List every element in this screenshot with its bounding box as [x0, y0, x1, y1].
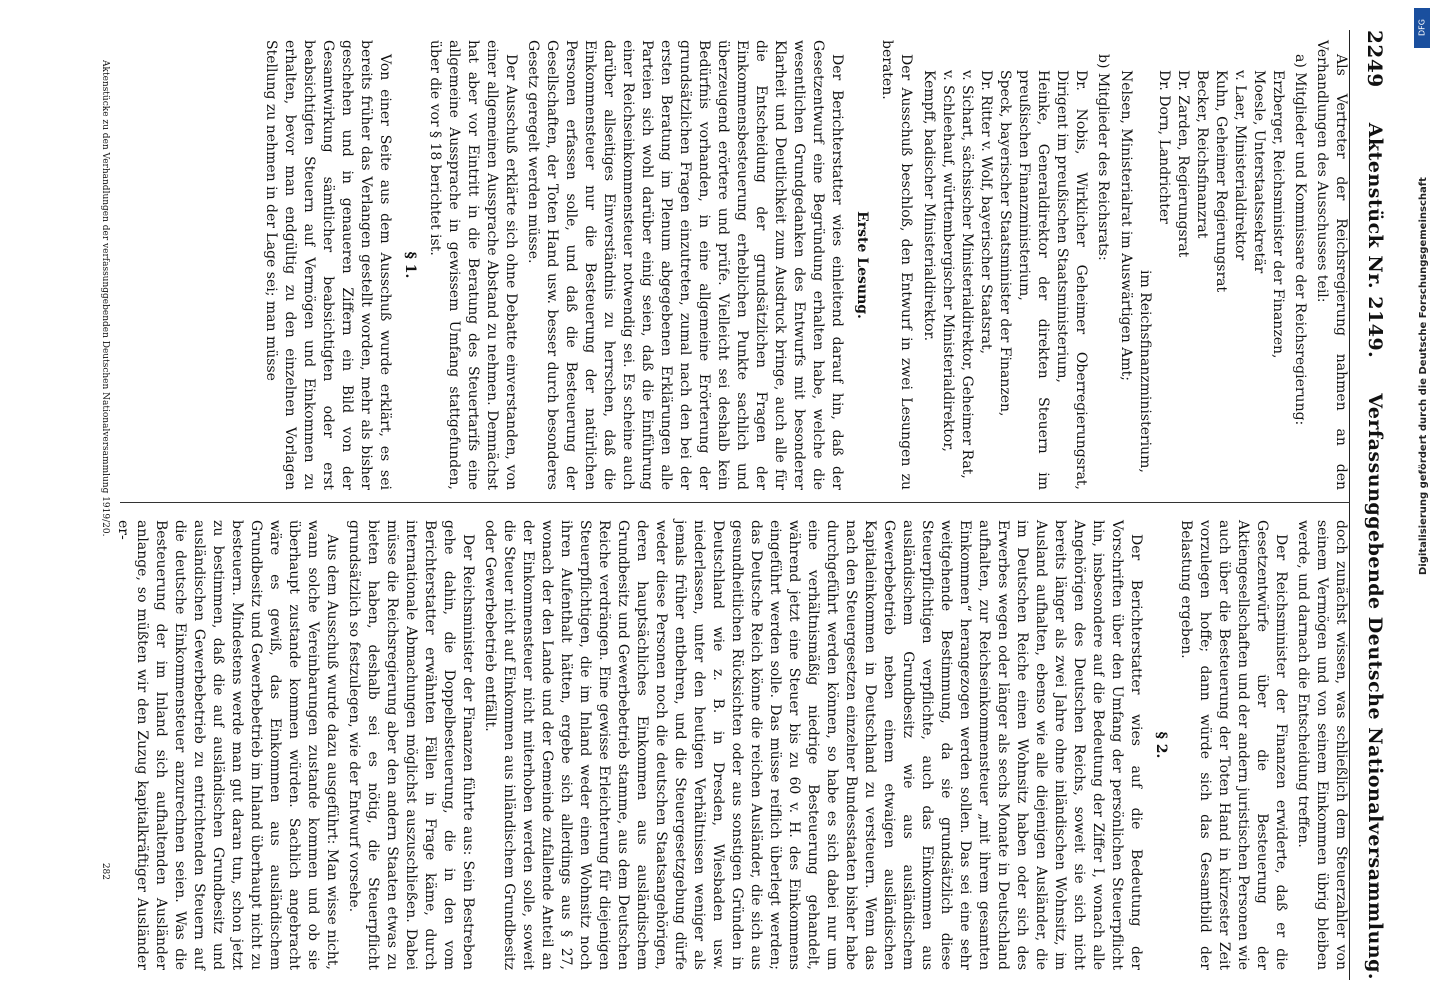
list-item: Dr. Zarden, Regierungsrat: [1175, 70, 1191, 258]
debate-text: Der Ausschuß erklärte sich ohne Debatte einverstanden, von einer allgemeinen Aussprache Abstand zu nehmen. Demnächst hat aber vor Eintritt in die Beratung des Steuertarifs eine allgemeine Aussprache in gewissem Umfang stattgefunden, über die vor § 18 berichtet ist.: [427, 40, 519, 490]
footer-source: Aktenstücke zu den Verhandlungen der verfassunggebenden Deutschen Nationalversammlung 1919/20.: [100, 60, 110, 537]
list-item: Erzberger, Reichsminister der Finanzen,: [1270, 70, 1286, 359]
paragraph: Aus dem Ausschuß wurde dazu ausgeführt: Man wisse nicht, wann solche Vereinbarungen zustande kommen und ob sie überhaupt zustande kommen würden. Sachlich angebracht wäre es gewiß, das Einkommen aus ausländischem Grundbesitz und Gewerbebetrieb im Inland überhaupt nicht zu besteuern. Mindestens werde man gut daran tun, schon jetzt zu bestimmen, daß die auf ausländischen Grundbesitz und ausländischen Gewerbebetrieb zu entrichtenden Steuern auf die deutsche Einkommensteuer anzurechnen seien. Was die Besteuerung der im Inland sich aufhaltenden Ausländer anlange, so müßten wir den Zuzug kapitalkräftiger Ausländer er-: [115, 520, 340, 970]
paragraph: doch zunächst wissen, was schließlich dem Steuerzahler von seinem Vermögen und von seinem Einkommen übrig bleiben werde, und darnach die Entscheidung treffen.: [1295, 520, 1349, 970]
list-item: v. Sichart, sächsischer Ministerialdirektor, Geheimer Rat,: [959, 70, 975, 479]
header-title: Verfassunggebende Deutsche Nationalversammlung.: [1364, 393, 1386, 980]
list-item: Nelsen, Ministerialrat im Auswärtigen Amt;: [1118, 70, 1134, 381]
section-1-title: § 1.: [402, 251, 418, 279]
page-number: 2249: [1363, 30, 1387, 88]
list-item: v. Laer, Ministerialdirektor: [1232, 70, 1248, 261]
intro-text: Als Vertreter der Reichsregierung nahmen an den Verhandlungen des Ausschusses teil:: [1314, 40, 1349, 490]
section-b-heading: b) Mitglieder des Reichsrats:: [1095, 54, 1111, 261]
list-item: Dr. Dorn, Landrichter: [1156, 70, 1172, 224]
section-2-title: § 2.: [1153, 731, 1169, 759]
left-column: [120, 40, 1350, 490]
section-b-list: [919, 70, 1090, 490]
bracket-label: im Reichsfinanzministerium,: [1137, 270, 1153, 473]
list-item: Kempff, badischer Ministerialdirektor.: [921, 70, 937, 342]
paragraph: Der Reichsminister der Finanzen erwiderte, daß er die Gesetzentwürfe über die Besteuerung der Aktiengesellschaften und der andern juristischen Personen wie auch über die Besteuerung der Toten Hand in kürzester Zeit vorzulegen hoffe; dann würde sich das Gesamtbild der Belastung ergeben.: [1178, 520, 1289, 970]
reading-title: Erste Lesung.: [854, 211, 870, 319]
paragraph: Der Reichsminister der Finanzen führte aus: Sein Bestreben gehe dahin, die Doppelbesteuerung, die in den vom Berichterstatter erwähnten Fällen in Frage käme, durch internationale Abmachungen möglichst auszuschließen. Dabei müsse die Reichsregierung aber den andern Staaten etwas zu bieten haben, deshalb sei es nötig, die Steuerpflicht grundsätzlich so festzulegen, wie der Entwurf vorsehe.: [346, 520, 476, 970]
header-document-number: Aktenstück Nr. 2149.: [1364, 122, 1386, 359]
column-divider: [120, 502, 1350, 503]
section-a-list: [1116, 70, 1287, 490]
list-item: Becker, Reichsfinanzrat: [1194, 70, 1210, 239]
right-column: [115, 520, 1350, 970]
list-item: v. Schleehauf, württembergischer Ministerialdirektor,: [940, 70, 956, 452]
footer-signature: 282: [100, 862, 110, 880]
list-item: Speck, bayerischer Staatsminister der Finanzen,: [997, 70, 1013, 417]
paragraph: Der Berichterstatter wies auf die Bedeutung der Vorschriften über den Umfang der persönlichen Steuerpflicht hin, insbesondere auf die Bedeutung der Ziffer I, wonach alle Angehörigen des Deutschen Reichs, soweit sie sich nicht bereits länger als zwei Jahre ohne inländischen Wohnsitz, im Ausland aufhalten, ebenso wie alle diejenigen Ausländer, die im Deutschen Reiche einen Wohnsitz haben oder sich des Erwerbes wegen oder länger als sechs Monate in Deutschland aufhalten, zur Reichseinkommensteuer „mit ihrem gesamten Einkommen“ herangezogen werden sollen. Das sei eine sehr weitgehende Bestimmung, da sie grundsätzlich diese Steuerpflichtigen verpflichte, auch das Einkommen aus ausländischem Grundbesitz wie aus ausländischem Gewerbebetrieb neben einem etwaigen ausländischen Kapitaleinkommen in Deutschland zu versteuern. Wenn das nach den Steuergesetzen einzelner Bundesstaaten bisher habe durchgeführt werden können, so habe es sich dabei nur um eine verhältnismäßig niedrige Besteuerung gehandelt, während jetzt eine Steuer bis zu 60 v. H. des Einkommens eingeführt werden solle. Das müsse reiflich überlegt werden; das Deutsche Reich könne die reichen Ausländer, die sich aus gesundheitlichen Rücksichten oder aus sonstigen Gründen in Deutschland wie z. B. in Dresden, Wiesbaden usw. niederlassen, unter den heutigen Verhältnissen weniger als jemals früher entbehren, und die Steuergesetzgebung dürfe weder diese Personen noch die deutschen Staatsangehörigen, deren hauptsächliches Einkommen aus ausländischem Grundbesitz und Gewerbebetrieb stamme, aus dem Deutschen Reiche verdrängen. Eine gewisse Erleichterung für diejenigen Steuerpflichtigen, die im Inland weder einen Wohnsitz noch ihren Aufenthalt hätten, ergebe sich allerdings aus § 27, wonach der den Lande und der Gemeinde zufallende Anteil an der Einkommensteuer nicht miterhoben werden solle, soweit die Steuer nicht auf Einkommen aus inländischem Grundbesitz oder Gewerbebetrieb entfällt.: [482, 520, 1144, 970]
list-item: Dr. Nobis, Wirklicher Geheimer Oberregierungsrat, Dirigent im preußischen Staatsministerium,: [1054, 70, 1089, 490]
digitization-credit: Digitalisierung gefördert durch die Deutsche Forschungsgemeinschaft: [1418, 177, 1429, 575]
reading-text: Der Berichterstatter wies einleitend darauf hin, daß der Gesetzentwurf eine Begründung erhalten habe, welche die wesentlichen Grundgedanken des Entwurfs mit besonderer Klarheit und Deutlichkeit zum Ausdruck bringe, auch alle für die Entscheidung der grundsätzlichen Fragen der Einkommensbesteuerung erheblichen Punkte sachlich und überzeugend erörtere und prüfe. Vielleicht sei deshalb kein Bedürfnis vorhanden, in eine allgemeine Erörterung der grundsätzlichen Fragen einzutreten, zumal nach den bei der ersten Beratung im Plenum abgegebenen Erklärungen alle Parteien sich wohl darüber einig seien, daß die Einführung einer Reichseinkommensteuer notwendig sei. Es scheine auch darüber allseitiges Einverständnis zu herrschen, daß die Einkommensteuer nur die Besteuerung der natürlichen Personen erfassen solle, und daß die Besteuerung der Gesellschaften, der Toten Hand usw. besser durch besonderes Gesetz geregelt werden müsse.: [525, 40, 845, 490]
list-item: Kuhn, Geheimer Regierungsrat: [1213, 70, 1229, 293]
decision-text: Der Ausschuß beschloß, den Entwurf in zwei Lesungen zu beraten.: [879, 40, 914, 490]
list-item: Moesle, Unterstaatssekretär: [1251, 70, 1267, 274]
list-item: Dr. Ritter v. Wolf, bayerischer Staatsrat,: [978, 70, 994, 355]
page-header: [1349, 30, 1400, 980]
section-1-text: Von einer Seite aus dem Ausschuß wurde erklärt, es sei bereits früher das Verlangen gestellt worden, mehr als bisher geschehen und in genaueren Ziffern ein Bild von der Gesamtwirkung sämtlicher beabsichtigten oder erst beabsichtigten Steuern auf Vermögen und Einkommen zu erhalten, bevor man endgültig zu den einzelnen Vorlagen Stellung zu nehmen in der Lage sei; man müsse: [263, 40, 393, 490]
list-item: Heinke, Generaldirektor der direkten Steuern im preußischen Finanzministerium,: [1016, 70, 1051, 490]
page-footer: [100, 60, 110, 880]
dfg-logo: DFG: [1414, 8, 1430, 48]
section-a-heading: a) Mitglieder und Kommissare der Reichsregierung:: [1292, 54, 1308, 426]
